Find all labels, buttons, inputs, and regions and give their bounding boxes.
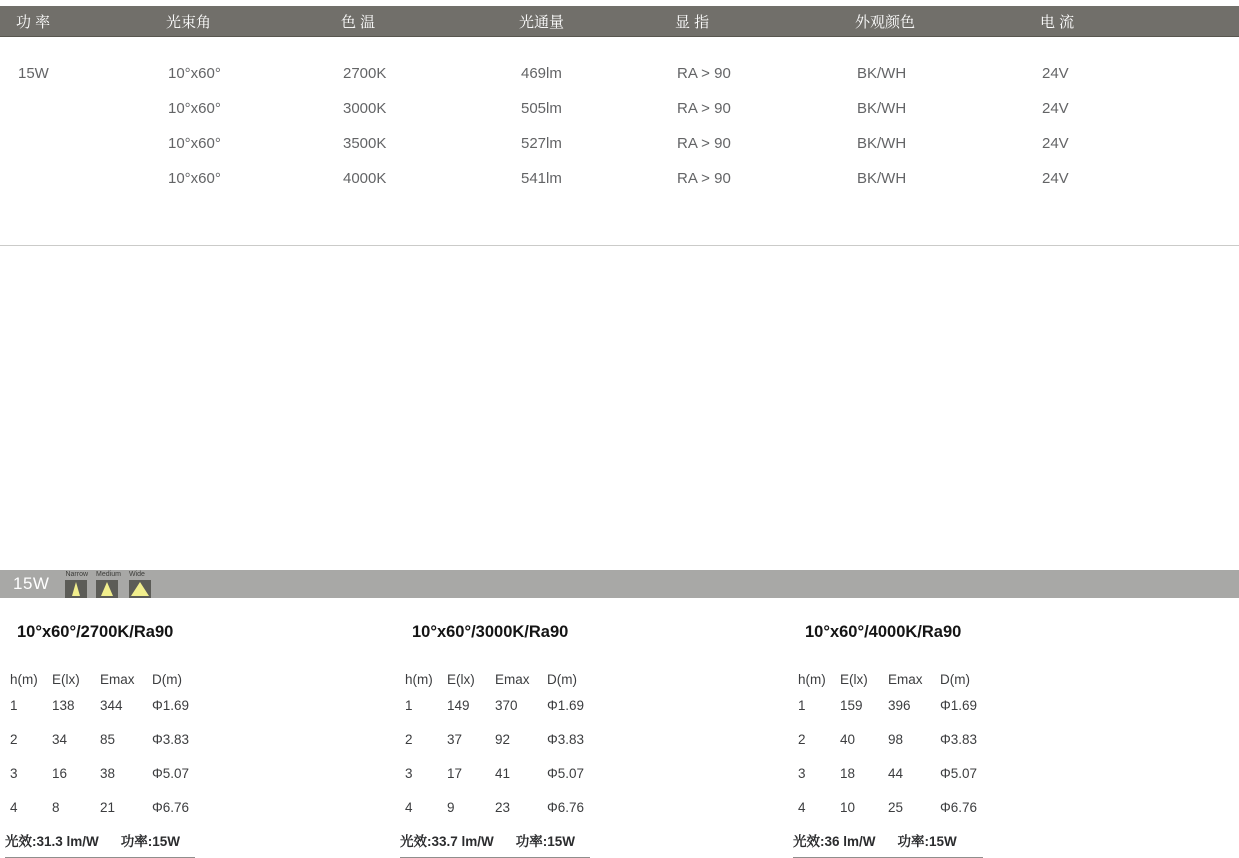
cell-emax: 92 [495,731,511,747]
cell-d: Φ5.07 [940,765,978,781]
photometric-footer [400,824,590,858]
photometric-table-4000k [793,615,1023,858]
cell-d: Φ3.83 [547,731,585,747]
cell-power: 15W [18,64,49,82]
cell-e: 18 [840,765,856,781]
cell-emax: 98 [888,731,904,747]
photometric-table-2700k [5,615,235,858]
beam-medium-label: Medium [96,571,121,578]
col-d: D(m) [547,672,577,687]
wide-beam-icon [129,580,151,598]
beam-option-medium [96,571,121,598]
col-d: D(m) [940,672,970,687]
col-e: E(lx) [447,672,475,687]
efficacy-value: 光效:33.7 lm/W [400,834,494,849]
cell-h: 4 [798,799,806,815]
photometric-table-3000k [400,615,630,858]
cell-d: Φ1.69 [547,697,585,713]
cell-e: 37 [447,731,463,747]
cell-emax: 85 [100,731,116,747]
cell-h: 3 [10,765,18,781]
cell-cct: 3500K [343,134,387,152]
table-row [5,756,235,790]
cell-emax: 41 [495,765,511,781]
efficacy-value: 光效:31.3 lm/W [5,834,99,849]
beam-narrow-label: Narrow [65,571,89,578]
table-row [0,95,1239,121]
cell-finish: BK/WH [857,169,907,187]
cell-emax: 44 [888,765,904,781]
table-row [400,756,630,790]
cell-cri: RA > 90 [677,134,731,152]
cell-d: Φ3.83 [152,731,190,747]
cell-h: 2 [798,731,806,747]
cell-h: 2 [405,731,413,747]
table-row [400,722,630,756]
col-emax: Emax [100,672,135,687]
cell-d: Φ5.07 [547,765,585,781]
cell-cct: 4000K [343,169,387,187]
power-value: 功率:15W [515,834,576,849]
spec-header-current: 电 流 [1040,13,1075,31]
cell-e: 8 [52,799,60,815]
col-e: E(lx) [52,672,80,687]
band-power-label: 15W [13,574,50,593]
col-emax: Emax [495,672,530,687]
photometric-footer [793,824,983,858]
cell-current: 24V [1042,99,1069,117]
cell-cct: 3000K [343,99,387,117]
table-row [5,688,235,722]
cell-h: 3 [405,765,413,781]
beam-wide-label: Wide [128,571,145,578]
cell-cct: 2700K [343,64,387,82]
col-emax: Emax [888,672,923,687]
cell-h: 4 [10,799,18,815]
cell-beam-angle: 10°x60° [168,64,221,82]
cell-flux: 469lm [521,64,562,82]
col-e: E(lx) [840,672,868,687]
narrow-beam-icon [65,580,87,598]
col-h: h(m) [10,672,38,687]
table-row [5,790,235,824]
cell-d: Φ6.76 [547,799,585,815]
cell-h: 1 [405,697,413,713]
beam-option-wide [129,571,151,598]
spec-header-cri: 显 指 [675,13,710,31]
cell-cri: RA > 90 [677,99,731,117]
cell-h: 2 [10,731,18,747]
cell-d: Φ6.76 [152,799,190,815]
cell-finish: BK/WH [857,99,907,117]
table-row [0,60,1239,86]
cell-beam-angle: 10°x60° [168,169,221,187]
spec-header-cct: 色 温 [341,13,376,31]
cell-d: Φ6.76 [940,799,978,815]
cell-flux: 541lm [521,169,562,187]
cell-d: Φ5.07 [152,765,190,781]
col-h: h(m) [405,672,433,687]
medium-beam-icon [96,580,118,598]
spec-table-header-row [0,6,1239,37]
spec-header-power: 功 率 [16,13,51,31]
table-row [0,130,1239,156]
cell-h: 3 [798,765,806,781]
cell-h: 1 [10,697,18,713]
beam-option-narrow [65,571,88,598]
power-value: 功率:15W [897,834,957,849]
cell-e: 40 [840,731,856,747]
cell-cri: RA > 90 [677,169,731,187]
beam-options [65,570,158,598]
cell-current: 24V [1042,64,1069,82]
cell-emax: 25 [888,799,904,815]
cell-e: 17 [447,765,463,781]
table-row [793,688,1023,722]
col-h: h(m) [798,672,826,687]
table-row [400,790,630,824]
cell-current: 24V [1042,134,1069,152]
cell-flux: 505lm [521,99,562,117]
cell-finish: BK/WH [857,64,907,82]
power-value: 功率:15W [120,834,181,849]
cell-e: 34 [52,731,68,747]
photometric-column-headers [400,671,630,688]
photometric-column-headers [5,671,235,688]
table-row [5,722,235,756]
table-row [0,165,1239,191]
spec-header-finish: 外观颜色 [855,13,916,31]
cell-current: 24V [1042,169,1069,187]
spec-header-flux: 光通量 [519,13,565,31]
photometric-title: 10°x60°/4000K/Ra90 [805,623,962,641]
cell-d: Φ1.69 [940,697,978,713]
cell-cri: RA > 90 [677,64,731,82]
cell-beam-angle: 10°x60° [168,99,221,117]
photometric-column-headers [793,671,1023,688]
cell-beam-angle: 10°x60° [168,134,221,152]
photometric-title: 10°x60°/3000K/Ra90 [412,623,569,641]
cell-e: 9 [447,799,455,815]
cell-emax: 370 [495,697,518,713]
cell-d: Φ3.83 [940,731,978,747]
cell-emax: 23 [495,799,511,815]
cell-e: 149 [447,697,470,713]
cell-emax: 38 [100,765,116,781]
cell-emax: 396 [888,697,911,713]
cell-h: 1 [798,697,806,713]
table-row [793,790,1023,824]
cell-e: 159 [840,697,863,713]
efficacy-value: 光效:36 lm/W [793,834,876,849]
cell-h: 4 [405,799,413,815]
cell-finish: BK/WH [857,134,907,152]
cell-emax: 344 [100,697,123,713]
table-row [400,688,630,722]
section-divider [0,245,1239,246]
cell-flux: 527lm [521,134,562,152]
photometric-footer [5,824,195,858]
col-d: D(m) [152,672,182,687]
cell-e: 10 [840,799,856,815]
cell-emax: 21 [100,799,116,815]
cell-e: 138 [52,697,75,713]
table-row [793,756,1023,790]
table-row [793,722,1023,756]
spec-header-beam-angle: 光束角 [166,13,212,31]
cell-e: 16 [52,765,68,781]
photometric-title: 10°x60°/2700K/Ra90 [17,623,174,641]
cell-d: Φ1.69 [152,697,190,713]
power-band [0,570,1239,598]
